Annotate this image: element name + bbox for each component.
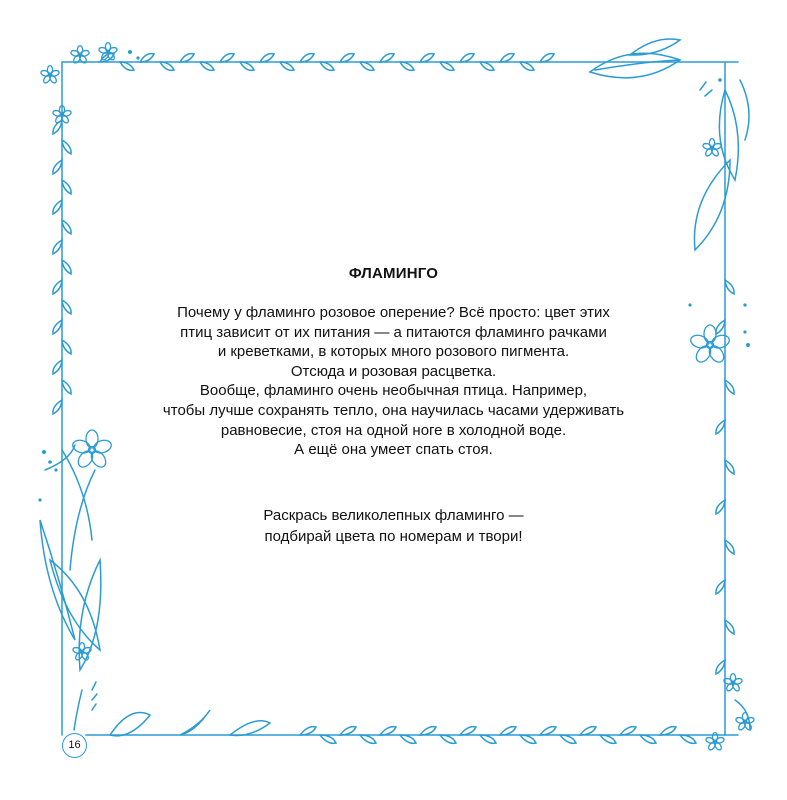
paragraph-line: птиц зависит от их питания — а питаются фламинго рачками — [180, 323, 607, 341]
paragraph-line: Вообще, фламинго очень необычная птица. Например, — [199, 382, 588, 400]
call-to-action — [120, 505, 667, 547]
paragraph-line: Почему у фламинго розовое оперение? Всё просто: цвет этих — [177, 304, 610, 321]
cta-line: Раскрась великолепных фламинго — — [263, 507, 524, 524]
flower-icon — [723, 674, 743, 692]
flower-icon — [40, 66, 60, 84]
body-text — [120, 303, 667, 460]
flower-icon — [702, 139, 722, 157]
paragraph-line: чтобы лучше сохранять тепло, она научилась часами удерживать — [162, 401, 625, 419]
paragraph-line: Отсюда и розовая расцветка. — [290, 362, 497, 380]
right-vine — [694, 80, 750, 730]
flower-icon — [98, 43, 118, 61]
page-title: ФЛАМИНГО — [348, 265, 439, 282]
bottom-vine — [110, 710, 696, 743]
page-number: 16 — [62, 733, 87, 758]
paragraph-line: равновесие, стоя на одной ноге в холодной воде. — [220, 421, 567, 439]
flower-icon — [72, 643, 92, 661]
top-vine — [100, 39, 680, 78]
paragraph-line: А ещё она умеет спать стоя. — [294, 441, 493, 459]
cta-line: подбирай цвета по номерам и твори! — [264, 528, 523, 545]
flower-icon — [71, 430, 113, 470]
paragraph-line: и креветками, в которых много розового пигмента. — [217, 343, 570, 361]
flower-icon — [735, 713, 755, 731]
left-vine — [40, 120, 101, 730]
